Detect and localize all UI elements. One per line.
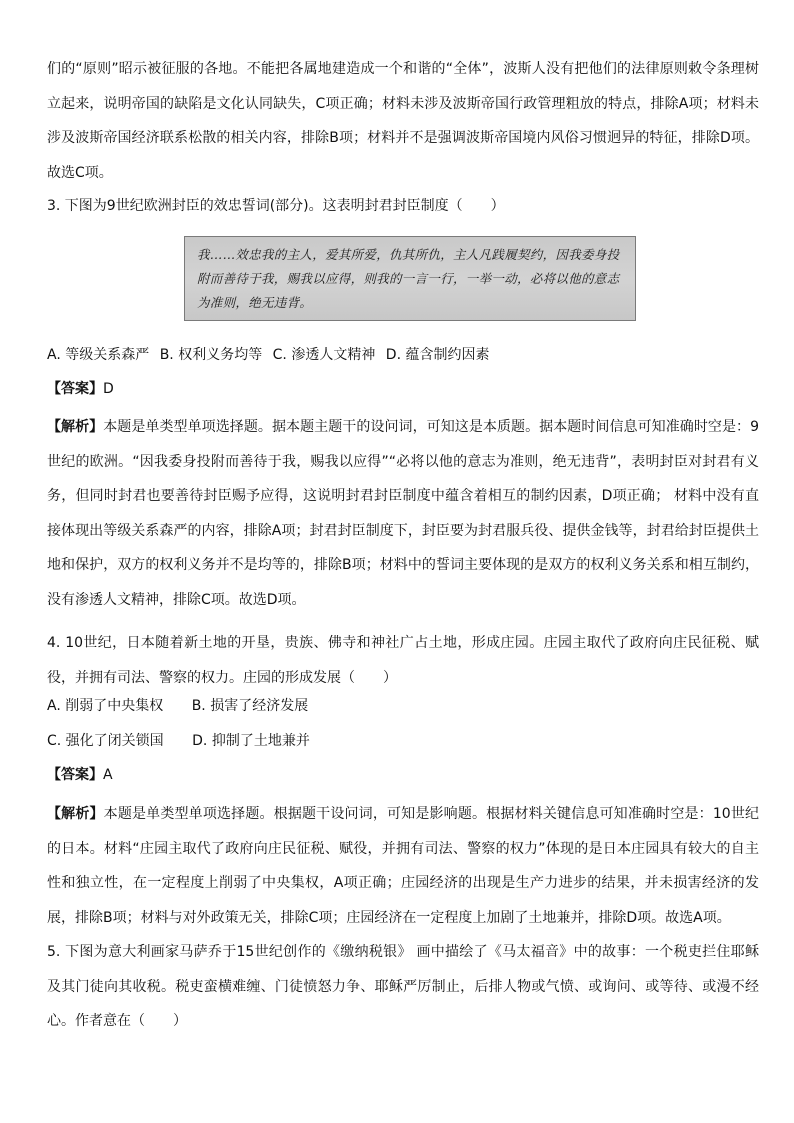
question-4-options-row-2	[47, 729, 310, 753]
question-4-answer	[47, 763, 113, 787]
question-4-options-row-1	[47, 694, 308, 718]
question-3-answer	[47, 377, 114, 401]
q4-option-c[interactable]: C. 强化了闭关锁国	[47, 733, 164, 749]
answer-value: D	[103, 381, 114, 397]
analysis-tag: 【解析】	[47, 806, 104, 822]
q3-option-c[interactable]: C. 渗透人文精神	[272, 347, 376, 363]
answer-tag: 【答案】	[47, 767, 103, 783]
question-4-stem: 4. 10世纪，日本随着新土地的开垦，贵族、佛寺和神社广占土地，形成庄园。庄园主取代了政府向庄民征税、赋役，并拥有司法、警察的权力。庄园的形成发展（ ）	[47, 635, 759, 686]
analysis-text: 本题是单类型单项选择题。根据题干设问词，可知是影响题。根据材料关键信息可知准确时空是：10世纪的日本。材料“庄园主取代了政府向庄民征税、赋役，并拥有司法、警察的权力”体现的是日本庄园具有较大的自主性和独立性，在一定程度上削弱了中央集权，A项正确；庄园经济的出现是生产力进步的结果，并未损害经济的发展，排除B项；材料与对外政策无关，排除C项；庄园经济在一定程度上加剧了土地兼并，排除D项。故选A项。	[47, 806, 760, 926]
question-3-options	[47, 343, 489, 367]
analysis-tag: 【解析】	[47, 419, 104, 435]
q3-option-a[interactable]: A. 等级关系森严	[47, 347, 150, 363]
q4-option-a[interactable]: A. 削弱了中央集权	[47, 698, 164, 714]
q3-option-d[interactable]: D. 蕴含制约因素	[385, 347, 490, 363]
answer-tag: 【答案】	[47, 381, 103, 397]
question-4-analysis	[47, 797, 759, 935]
answer-value: A	[103, 767, 113, 783]
analysis-text: 本题是单类型单项选择题。据本题主题干的设问词，可知这是本质题。据本题时间信息可知准确时空是：9世纪的欧洲。“因我委身投附而善待于我，赐我以应得”“必将以他的意志为准则，绝无违背”，表明封臣对封君有义务，但同时封君也要善待封臣赐予应得，这说明封君封臣制度中蕴含着相互的制约因素，D项正确； 材料中没有直接体现出等级关系森严的内容，排除A项；封君封臣制度下，封臣要为封君服兵役、提供金钱等，封君给封臣提供土地和保护，双方的权利义务并不是均等的，排除B项；材料中的誓词主要体现的是双方的权利义务关系和相互制约，没有渗透人文精神，排除C项。故选D项。	[47, 419, 760, 608]
question-3-analysis	[47, 410, 759, 617]
oath-figure	[184, 236, 636, 321]
q4-option-b[interactable]: B. 损害了经济发展	[191, 698, 309, 714]
q4-option-d[interactable]: D. 抑制了土地兼并	[192, 733, 310, 749]
question-3-stem: 3. 下图为9世纪欧洲封臣的效忠誓词(部分)。这表明封君封臣制度（ ）	[47, 198, 505, 214]
intro-paragraph: 们的“原则”昭示被征服的各地。不能把各属地建造成一个和谐的“全体”，波斯人没有把他们的法律原则敕令条理树立起来，说明帝国的缺陷是文化认同缺失，C项正确；材料未涉及波斯帝国行政管理粗放的特点，排除A项；材料未涉及波斯帝国经济联系松散的相关内容，排除B项；材料并不是强调波斯帝国境内风俗习惯迥异的特征，排除D项。故选C项。	[47, 61, 759, 181]
q3-option-b[interactable]: B. 权利义务均等	[159, 347, 263, 363]
oath-figure-text: 我……效忠我的主人，爱其所爱，仇其所仇，主人凡践履契约，因我委身投附而善待于我，赐我以应得，则我的一言一行，一举一动，必将以他的意志为准则，绝无违背。	[197, 247, 620, 310]
question-5-stem: 5. 下图为意大利画家马萨乔于15世纪创作的《缴纳税银》 画中描绘了《马太福音》中的故事：一个税吏拦住耶稣及其门徒向其收税。税吏蛮横难缠、门徒愤怒力争、耶稣严厉制止，后排人物或气愤、或询问、或等待、或漫不经心。作者意在（ ）	[47, 944, 759, 1029]
